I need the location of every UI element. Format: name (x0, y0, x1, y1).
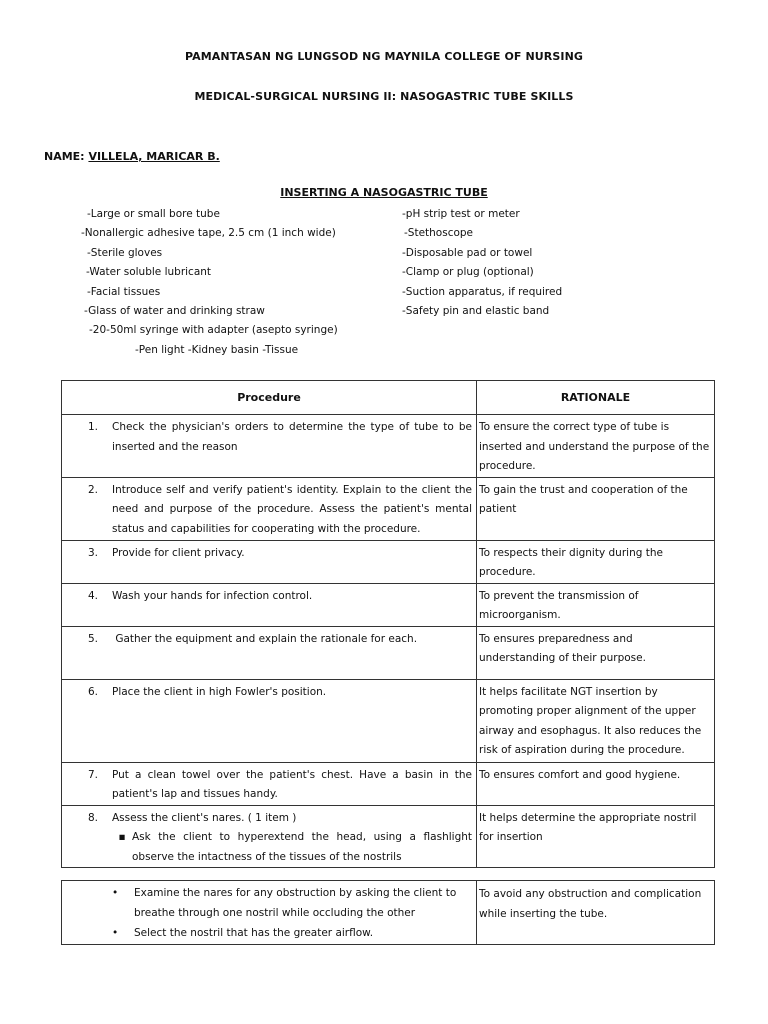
rationale-text: To gain the trust and cooperation of the patient (479, 483, 688, 515)
procedure-text: Gather the equipment and explain the rationale for each. (112, 632, 418, 645)
rationale-text: To avoid any obstruction and complication while inserting the tube. (479, 888, 702, 920)
equipment-item: -20-50ml syringe with adapter (asepto syringe) (89, 324, 338, 336)
rationale-text: To prevent the transmission of microorganism. (479, 589, 639, 621)
procedure-text: Provide for client privacy. (112, 546, 245, 559)
bullet-icon: • (112, 927, 119, 939)
sub-procedure-text: Ask the client to hyperextend the head, using a flashlight observe the intactness of the tissues of the nostrils (132, 831, 472, 863)
step-number: 3. (87, 546, 98, 559)
student-name-row (44, 150, 220, 163)
table-row (62, 679, 715, 762)
rationale-text: To respects their dignity during the procedure. (479, 546, 663, 578)
institution-title: PAMANTASAN NG LUNGSOD NG MAYNILA COLLEGE OF NURSING (184, 50, 584, 63)
course-title: MEDICAL-SURGICAL NURSING II: NASOGASTRIC TUBE SKILLS (194, 90, 574, 103)
procedure-text: Assess the client's nares. ( 1 item ) (112, 811, 297, 824)
step-number: 1. (87, 421, 98, 433)
bullet-text: Examine the nares for any obstruction by asking the client to breathe through one nostril while occluding the other (134, 887, 457, 919)
table-row (62, 626, 715, 679)
rationale-text: To ensures preparedness and understanding of their purpose. (479, 632, 646, 664)
rationale-text: To ensure the correct type of tube is inserted and understand the purpose of the procedure. (479, 421, 710, 472)
step-number: 2. (87, 483, 98, 496)
equipment-item: -Large or small bore tube (87, 208, 220, 220)
equipment-item: -Stethoscope (404, 227, 474, 239)
square-bullet-icon: ▪ (118, 831, 126, 843)
procedure-text: Wash your hands for infection control. (112, 589, 313, 602)
rationale-text: It helps determine the appropriate nostril for insertion (479, 811, 697, 843)
step-number: 7. (87, 768, 98, 781)
procedure-text: Place the client in high Fowler's position. (112, 685, 327, 698)
equipment-item: -Suction apparatus, if required (402, 286, 563, 298)
section-title: INSERTING A NASOGASTRIC TUBE (280, 186, 488, 199)
equipment-item: -Sterile gloves (87, 247, 163, 259)
student-name: VILLELA, MARICAR B. (88, 150, 220, 163)
procedure-text: Check the physician's orders to determine the type of tube to be inserted and the reason (112, 421, 472, 453)
table-row (62, 881, 715, 945)
procedure-table (61, 380, 715, 868)
procedure-table-continued (61, 880, 715, 945)
equipment-item: -Safety pin and elastic band (402, 305, 550, 317)
rationale-header: RATIONALE (477, 381, 715, 415)
table-row (62, 762, 715, 805)
equipment-item: -Clamp or plug (optional) (402, 266, 534, 278)
rationale-text: It helps facilitate NGT insertion by promoting proper alignment of the upper airway and esophagus. It also reduces the risk of aspiration during the procedure. (479, 685, 702, 756)
step-number: 5. (87, 632, 98, 645)
step-number: 4. (87, 589, 98, 602)
table-row (62, 415, 715, 478)
bullet-text: Select the nostril that has the greater airflow. (134, 927, 374, 939)
equipment-item: -Disposable pad or towel (402, 247, 533, 259)
procedure-text: Introduce self and verify patient's identity. Explain to the client the need and purpose of the procedure. Assess the patient's mental status and capabilities for cooperating with the procedure. (112, 483, 472, 535)
table-row (62, 805, 715, 868)
equipment-item: -Facial tissues (87, 286, 161, 298)
bullet-icon: • (112, 887, 119, 899)
step-number: 6. (87, 685, 98, 698)
table-header-row (62, 381, 715, 415)
name-label: NAME: (44, 150, 85, 163)
procedure-header: Procedure (62, 381, 477, 415)
equipment-item: -pH strip test or meter (402, 208, 520, 220)
table-row (62, 583, 715, 626)
equipment-item: -Water soluble lubricant (86, 266, 212, 278)
rationale-text: To ensures comfort and good hygiene. (479, 768, 681, 781)
equipment-item: -Glass of water and drinking straw (84, 305, 265, 317)
equipment-item: -Pen light -Kidney basin -Tissue (135, 344, 299, 356)
equipment-item: -Nonallergic adhesive tape, 2.5 cm (1 inch wide) (81, 227, 336, 239)
table-row (62, 477, 715, 540)
step-number: 8. (87, 811, 98, 824)
procedure-text: Put a clean towel over the patient's chest. Have a basin in the patient's lap and tissues handy. (112, 768, 472, 800)
table-row (62, 540, 715, 583)
